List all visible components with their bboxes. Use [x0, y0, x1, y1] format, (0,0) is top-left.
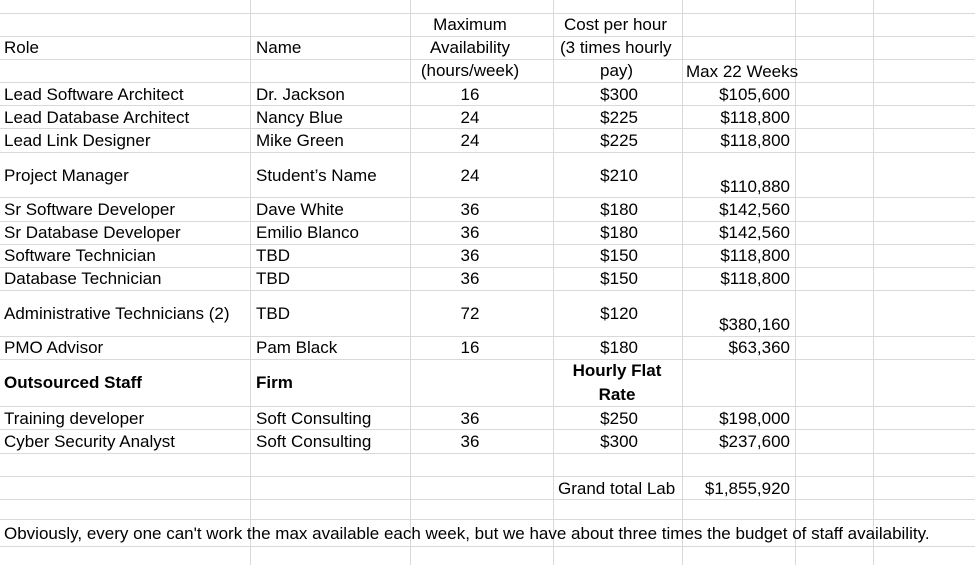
total-cell[interactable]: $63,360	[728, 338, 790, 357]
name-cell[interactable]: TBD	[256, 304, 290, 323]
header-cost-line-1[interactable]: Cost per hour	[564, 15, 667, 34]
cost-cell[interactable]: $180	[600, 338, 638, 357]
grand-total-value[interactable]: $1,855,920	[704, 479, 790, 498]
total-cell[interactable]: $118,800	[720, 269, 790, 288]
total-cell[interactable]: $198,000	[719, 409, 790, 428]
name-cell[interactable]: Dr. Jackson	[256, 85, 345, 104]
firm-cell[interactable]: Soft Consulting	[256, 432, 372, 451]
total-cell[interactable]: $237,600	[719, 432, 790, 451]
hours-cell[interactable]: 16	[460, 85, 480, 104]
firm-cell[interactable]: Soft Consulting	[256, 409, 372, 428]
header-max-weeks[interactable]: Max 22 Weeks	[686, 62, 799, 81]
total-cell[interactable]: $110,880	[720, 177, 790, 196]
total-cell[interactable]: $380,160	[719, 315, 790, 334]
footnote-text[interactable]: Obviously, every one can't work the max available each week, but we have about three times the budget of staff availability.	[4, 524, 930, 543]
cost-cell[interactable]: $150	[600, 269, 638, 288]
role-cell[interactable]: Project Manager	[4, 166, 129, 185]
role-cell[interactable]: Administrative Technicians (2)	[4, 304, 230, 323]
hours-cell[interactable]: 36	[460, 432, 480, 451]
role-cell[interactable]: Sr Database Developer	[4, 223, 181, 242]
total-cell[interactable]: $118,800	[720, 246, 790, 265]
header-role[interactable]: Role	[4, 38, 39, 57]
name-cell[interactable]: Student’s Name	[256, 166, 377, 185]
name-cell[interactable]: TBD	[256, 246, 290, 265]
hours-cell[interactable]: 24	[460, 166, 480, 185]
name-cell[interactable]: Emilio Blanco	[256, 223, 359, 242]
role-cell[interactable]: Training developer	[4, 409, 145, 428]
hourly-flat-rate-header-line-1[interactable]: Hourly Flat	[572, 361, 662, 380]
total-cell[interactable]: $142,560	[719, 200, 790, 219]
header-cost-line-3[interactable]: pay)	[600, 61, 634, 80]
hours-cell[interactable]: 24	[460, 108, 480, 127]
rate-cell[interactable]: $300	[600, 432, 638, 451]
role-cell[interactable]: Lead Database Architect	[4, 108, 190, 127]
header-availability-line-3[interactable]: (hours/week)	[420, 61, 520, 80]
cost-cell[interactable]: $180	[600, 200, 638, 219]
hours-cell[interactable]: 72	[460, 304, 480, 323]
header-cost-line-2[interactable]: (3 times hourly	[560, 38, 672, 57]
outsourced-staff-header[interactable]: Outsourced Staff	[4, 373, 142, 392]
hours-cell[interactable]: 24	[460, 131, 480, 150]
name-cell[interactable]: Mike Green	[256, 131, 344, 150]
cost-cell[interactable]: $300	[600, 85, 638, 104]
hours-cell[interactable]: 36	[460, 223, 480, 242]
role-cell[interactable]: PMO Advisor	[4, 338, 104, 357]
hours-cell[interactable]: 36	[460, 200, 480, 219]
cost-cell[interactable]: $225	[600, 131, 638, 150]
total-cell[interactable]: $105,600	[719, 85, 790, 104]
firm-header[interactable]: Firm	[256, 373, 293, 392]
cost-cell[interactable]: $210	[600, 166, 638, 185]
cost-cell[interactable]: $180	[600, 223, 638, 242]
cost-cell[interactable]: $225	[600, 108, 638, 127]
hours-cell[interactable]: 36	[460, 269, 480, 288]
role-cell[interactable]: Lead Link Designer	[4, 131, 151, 150]
hourly-flat-rate-header-line-2[interactable]: Rate	[598, 385, 636, 404]
role-cell[interactable]: Software Technician	[4, 246, 156, 265]
header-name[interactable]: Name	[256, 38, 302, 57]
rate-cell[interactable]: $250	[600, 409, 638, 428]
grand-total-label[interactable]: Grand total Lab	[558, 479, 676, 498]
total-cell[interactable]: $118,800	[720, 131, 790, 150]
header-availability-line-1[interactable]: Maximum	[433, 15, 507, 34]
name-cell[interactable]: TBD	[256, 269, 290, 288]
cost-cell[interactable]: $150	[600, 246, 638, 265]
hours-cell[interactable]: 36	[460, 409, 480, 428]
header-availability-line-2[interactable]: Availability	[429, 38, 510, 57]
total-cell[interactable]: $118,800	[720, 108, 790, 127]
role-cell[interactable]: Sr Software Developer	[4, 200, 176, 219]
name-cell[interactable]: Pam Black	[256, 338, 338, 357]
total-cell[interactable]: $142,560	[719, 223, 790, 242]
hours-cell[interactable]: 16	[460, 338, 480, 357]
role-cell[interactable]: Lead Software Architect	[4, 85, 184, 104]
role-cell[interactable]: Cyber Security Analyst	[4, 432, 176, 451]
role-cell[interactable]: Database Technician	[4, 269, 162, 288]
name-cell[interactable]: Nancy Blue	[256, 108, 343, 127]
cost-cell[interactable]: $120	[600, 304, 638, 323]
hours-cell[interactable]: 36	[460, 246, 480, 265]
name-cell[interactable]: Dave White	[256, 200, 344, 219]
